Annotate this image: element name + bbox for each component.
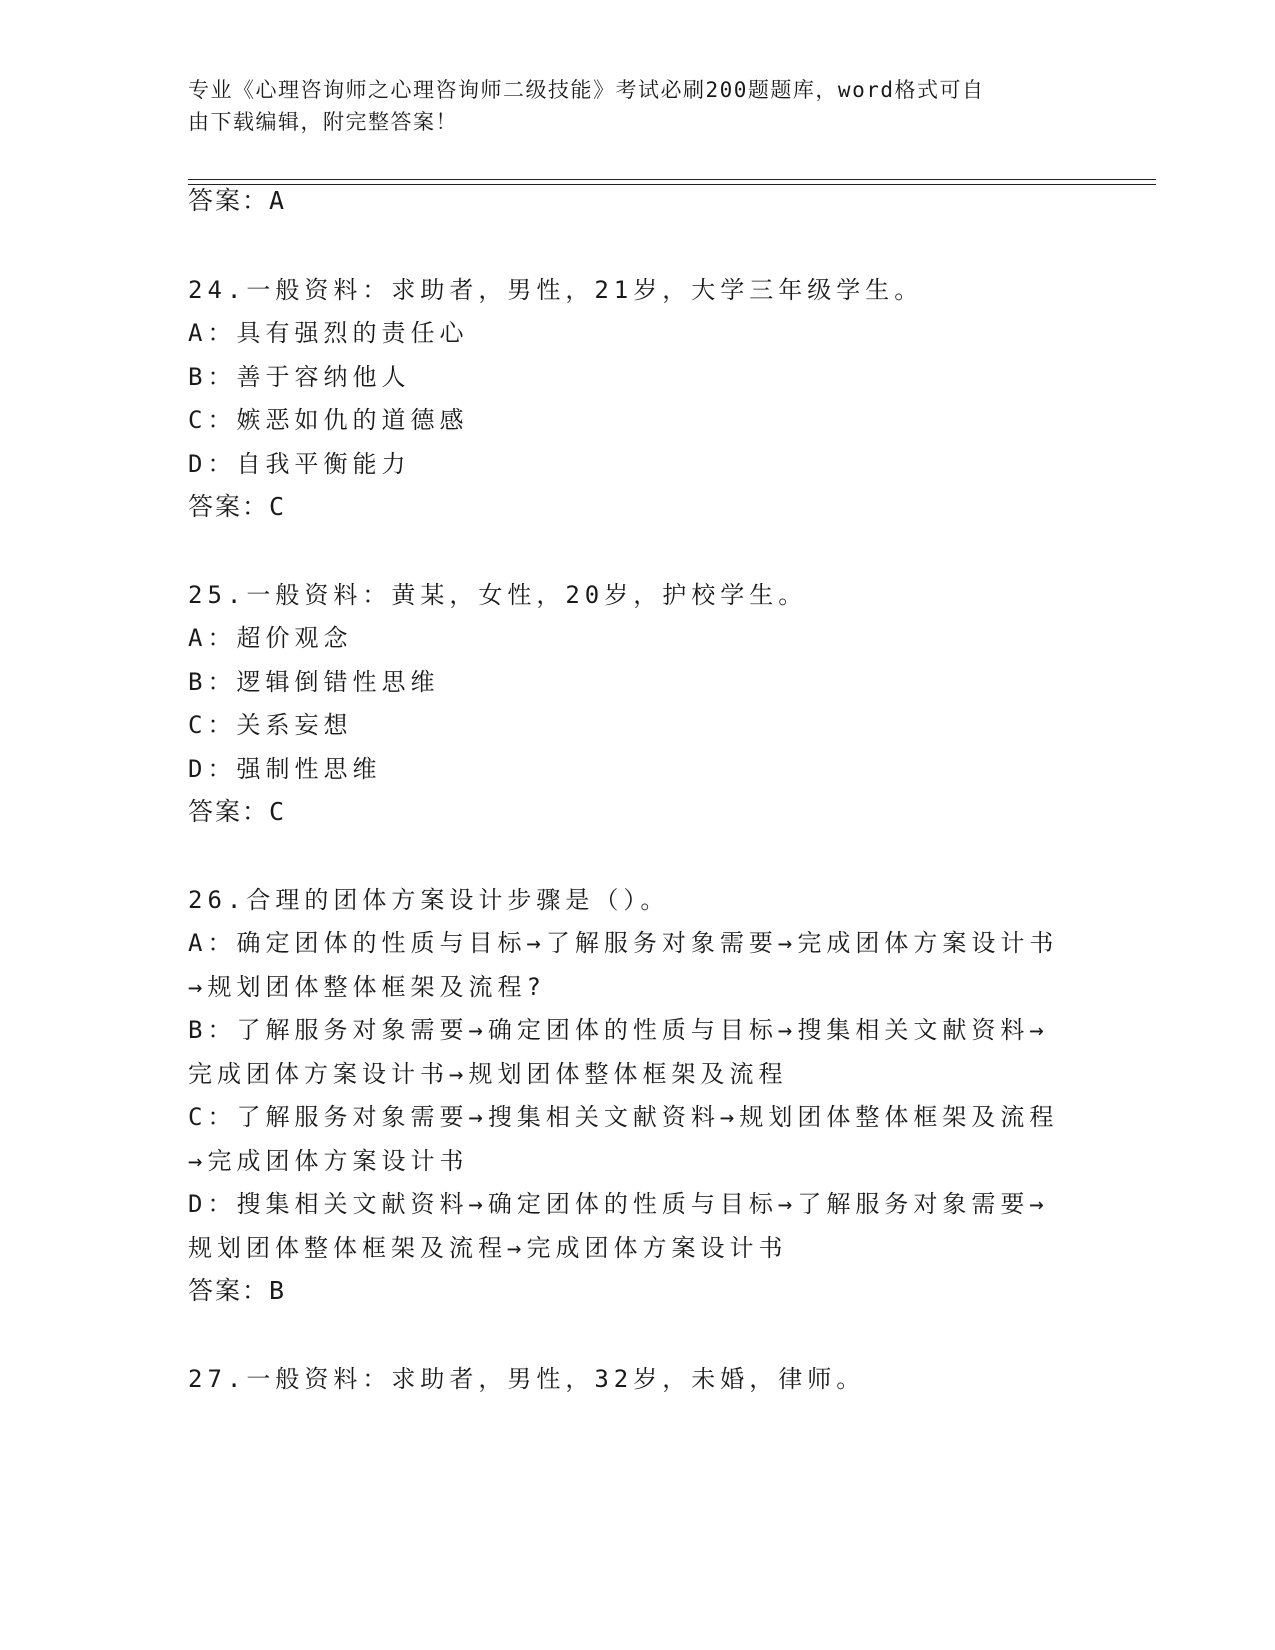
question-26-option-c-line-2: →完成团体方案设计书 bbox=[188, 1147, 469, 1175]
question-25-stem: 25.一般资料：黄某，女性，20岁，护校学生。 bbox=[188, 581, 808, 609]
question-25-option-b: B：逻辑倒错性思维 bbox=[188, 668, 440, 696]
header-divider-bottom bbox=[188, 184, 1156, 185]
answer-23: 答案：A bbox=[188, 186, 287, 215]
question-24-option-d: D：自我平衡能力 bbox=[188, 450, 411, 478]
answer-26: 答案：B bbox=[188, 1276, 287, 1305]
question-24-option-a: A：具有强烈的责任心 bbox=[188, 319, 469, 347]
question-26-option-d-line-2: 规划团体整体框架及流程→完成团体方案设计书 bbox=[188, 1234, 788, 1262]
question-27-stem: 27.一般资料：求助者，男性，32岁，未婚，律师。 bbox=[188, 1365, 866, 1393]
document-header bbox=[188, 74, 1068, 138]
answer-24: 答案：C bbox=[188, 492, 287, 521]
header-divider-top bbox=[188, 179, 1156, 180]
question-26-option-d-line-1: D：搜集相关文献资料→确定团体的性质与目标→了解服务对象需要→ bbox=[188, 1190, 1049, 1218]
question-24-stem: 24.一般资料：求助者，男性，21岁，大学三年级学生。 bbox=[188, 276, 924, 304]
question-26-option-b-line-2: 完成团体方案设计书→规划团体整体框架及流程 bbox=[188, 1060, 788, 1088]
question-26-option-c-line-1: C：了解服务对象需要→搜集相关文献资料→规划团体整体框架及流程 bbox=[188, 1103, 1059, 1131]
question-26-stem: 26.合理的团体方案设计步骤是（）。 bbox=[188, 886, 670, 914]
question-25-option-c: C：关系妄想 bbox=[188, 711, 353, 739]
question-24-option-c: C：嫉恶如仇的道德感 bbox=[188, 406, 469, 434]
question-25-option-d: D：强制性思维 bbox=[188, 755, 382, 783]
question-25-option-a: A：超价观念 bbox=[188, 624, 353, 652]
header-line-2: 由下载编辑，附完整答案！ bbox=[188, 110, 458, 134]
question-26-option-a-line-1: A：确定团体的性质与目标→了解服务对象需要→完成团体方案设计书 bbox=[188, 929, 1059, 957]
header-line-1: 专业《心理咨询师之心理咨询师二级技能》考试必刷200题题库，word格式可自 bbox=[188, 78, 985, 102]
answer-25: 答案：C bbox=[188, 797, 287, 826]
question-24-option-b: B：善于容纳他人 bbox=[188, 363, 411, 391]
question-26-option-a-line-2: →规划团体整体框架及流程? bbox=[188, 973, 546, 1001]
question-26-option-b-line-1: B：了解服务对象需要→确定团体的性质与目标→搜集相关文献资料→ bbox=[188, 1016, 1049, 1044]
